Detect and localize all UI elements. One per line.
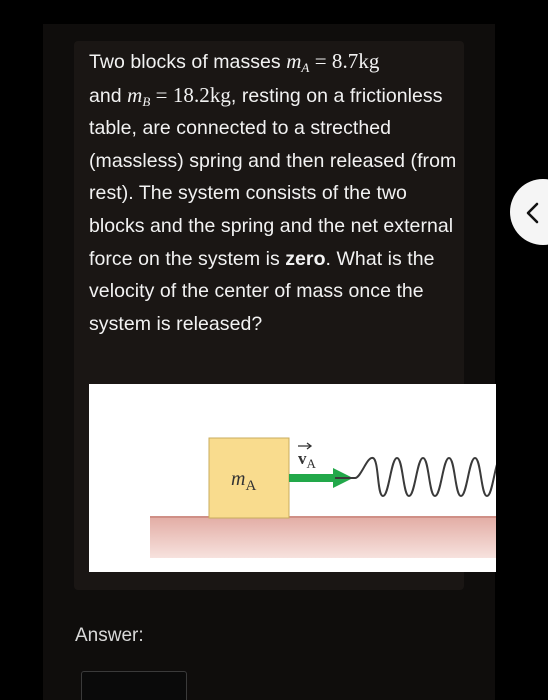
velocity-label-symbol: v [298, 449, 307, 468]
mass-a-expression: $m_A = 8.7kg$ [286, 49, 380, 75]
mass-b-expression: $m_B = 18.2kg$ [127, 82, 231, 109]
block-a-label-sub: A [245, 478, 257, 494]
block-a-label-symbol: m [231, 468, 246, 490]
answer-label: Answer: [75, 625, 144, 646]
answer-input[interactable] [81, 671, 187, 700]
velocity-arrow-shaft [289, 474, 335, 482]
velocity-label-sub: A [306, 456, 316, 471]
question-text [89, 45, 459, 340]
spring [335, 458, 496, 496]
and-text: and [89, 84, 128, 107]
question-emphasis: zero [285, 247, 326, 270]
figure-svg [89, 384, 496, 572]
chevron-left-icon [523, 202, 543, 224]
question-body-2: . What is the velocity of the center of mass once the system is released? [89, 247, 435, 335]
velocity-label [298, 449, 317, 471]
physics-figure [89, 384, 496, 572]
back-button[interactable] [510, 179, 548, 245]
question-body-1: , resting on a frictionless table, are connected to a strecthed (massless) spring and then released (from rest). The system consists of the two blocks and the spring and the net external force on the system is [89, 84, 457, 270]
table-surface [150, 518, 496, 558]
question-intro: Two blocks of masses [89, 51, 287, 73]
